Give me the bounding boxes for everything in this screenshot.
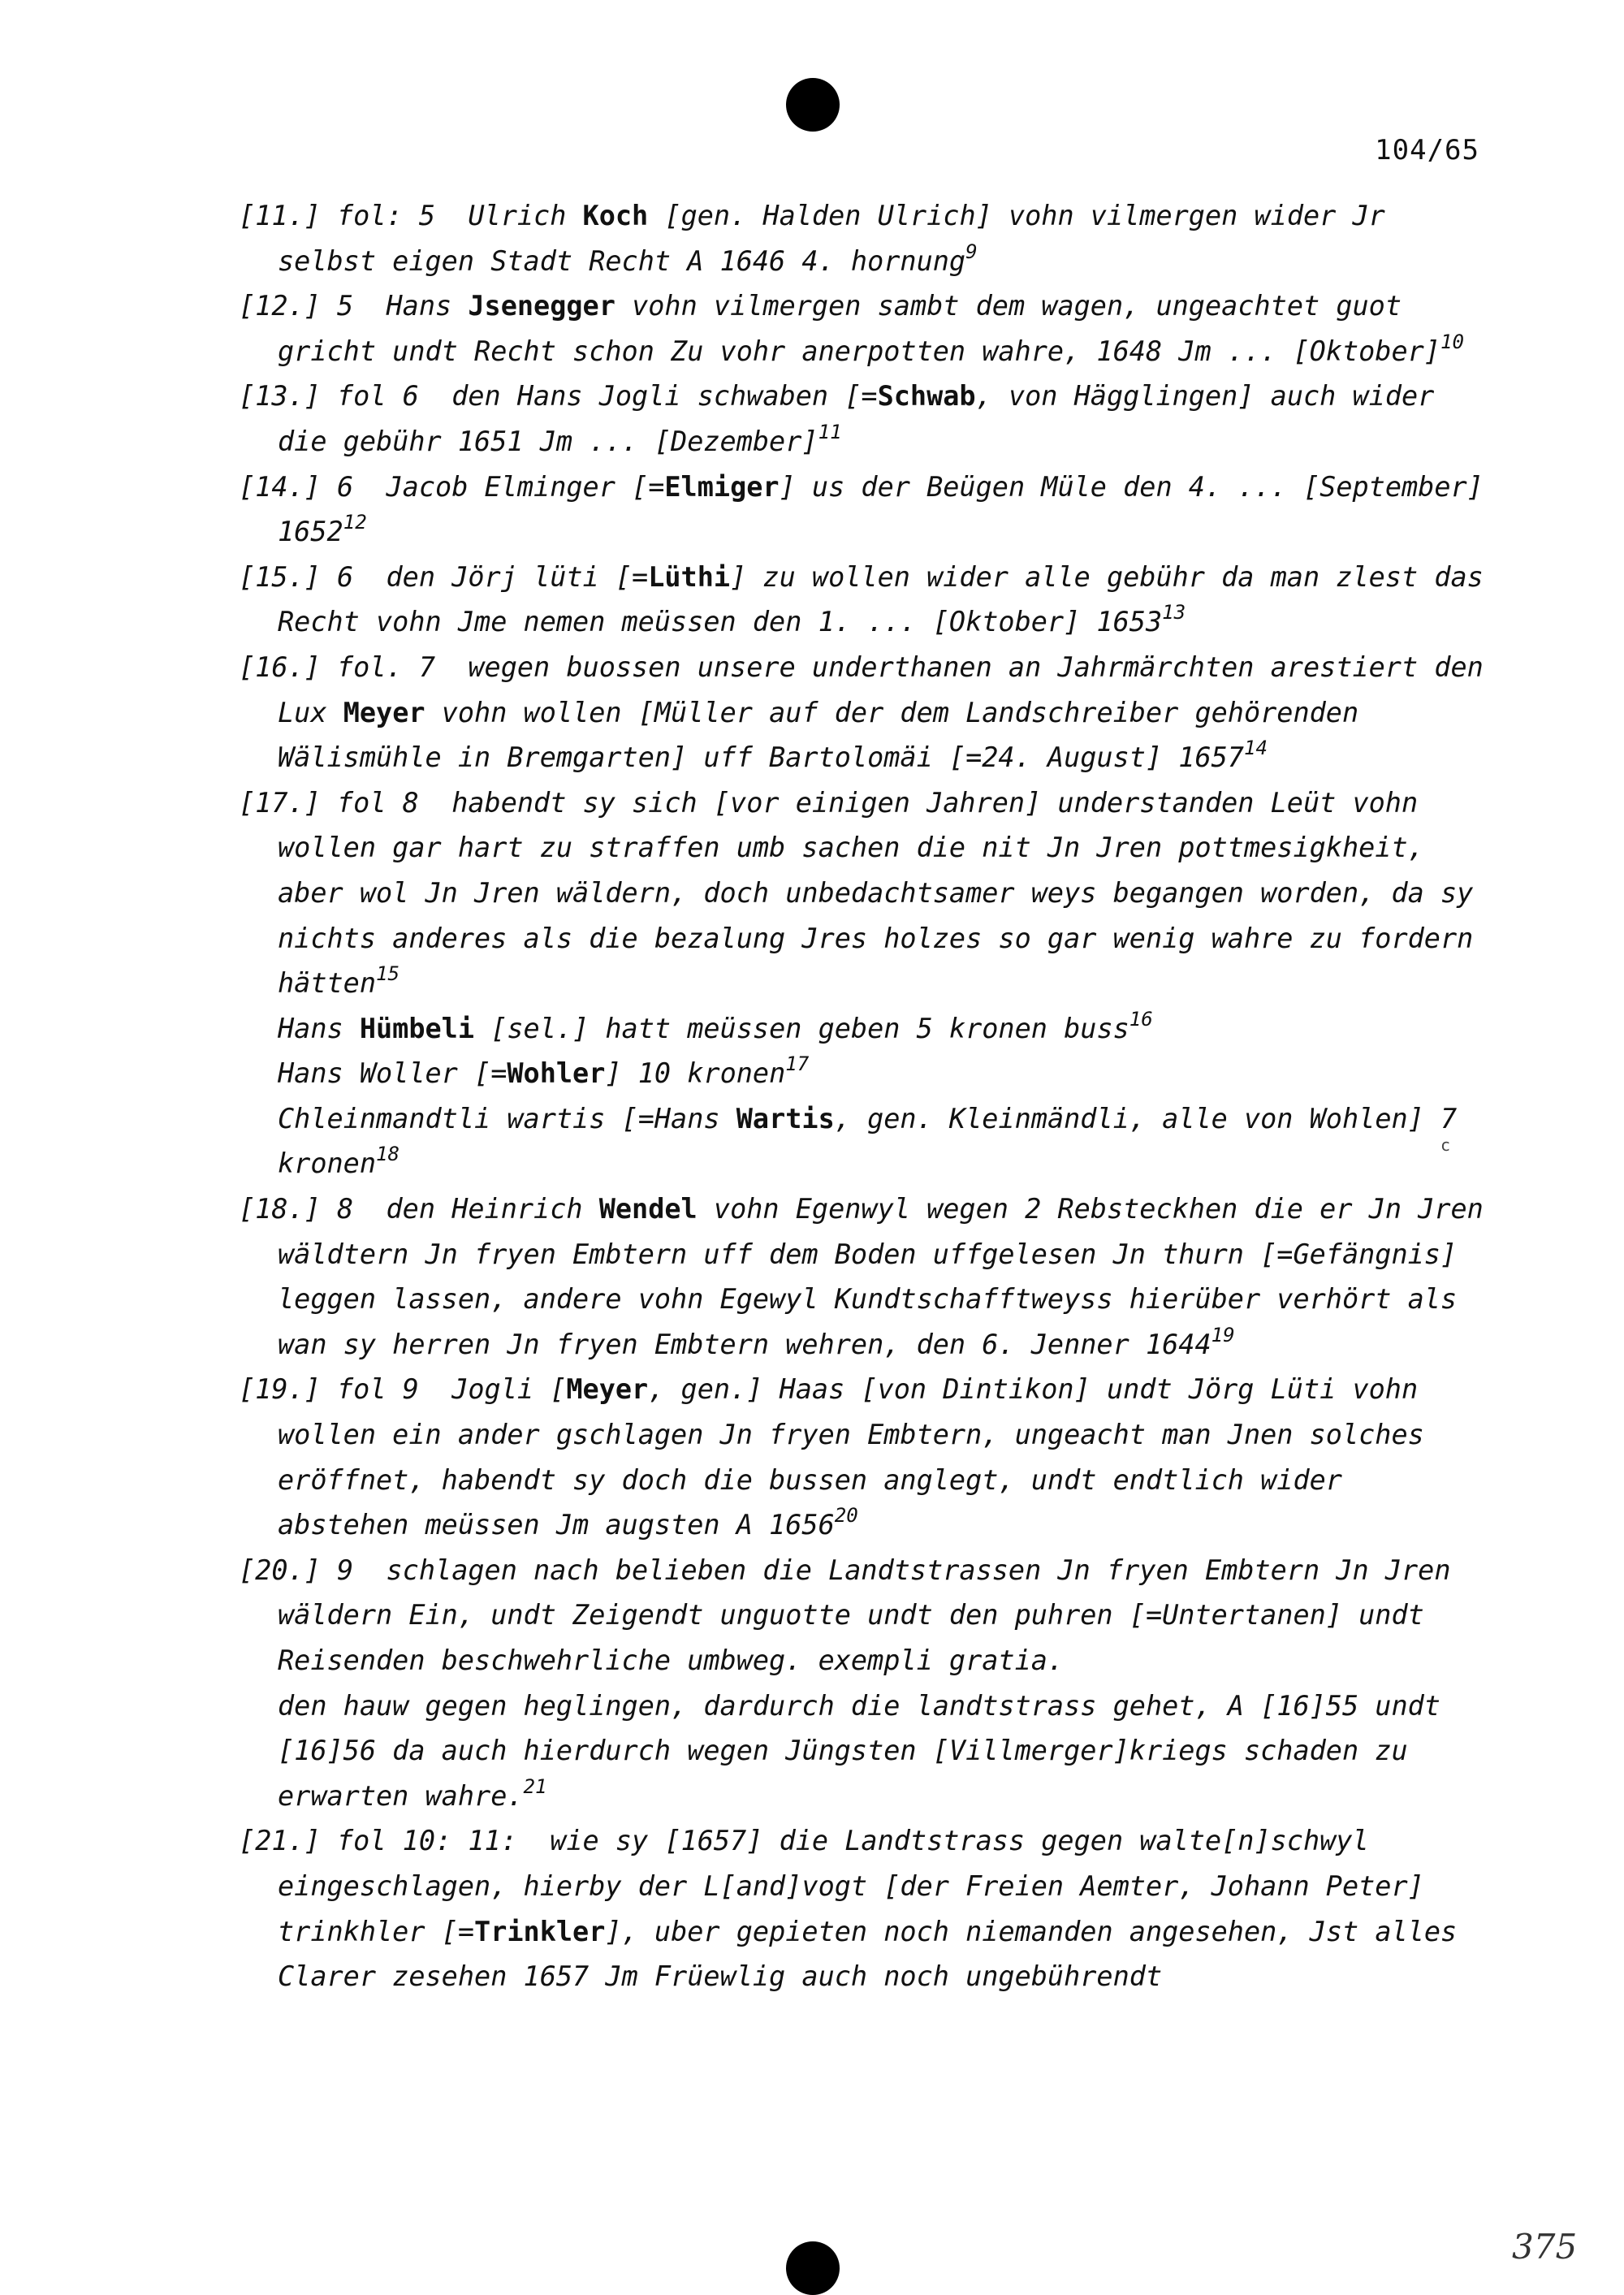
sub-entry bbox=[239, 1096, 1489, 1186]
footnote-ref: 20 bbox=[834, 1504, 858, 1528]
entry-text: vohn vilmergen sambt dem wagen, ungeachtet guot gricht undt Recht schon Zu vohr anerpotten wahre, 1648 Jm ... [Oktober] bbox=[278, 290, 1440, 367]
bold-name: Wohler bbox=[507, 1057, 606, 1090]
register-entry bbox=[239, 1186, 1501, 1367]
entry-text: [20.] 9 schlagen nach belieben die Landtstrassen Jn fryen Embtern Jn Jren wäldern Ein, undt Zeigendt unguotte undt den puhren [=Untertanen] undt Reisenden beschwehrliche umbweg. exempli gratia. bbox=[239, 1554, 1467, 1676]
punch-hole-top bbox=[786, 78, 840, 132]
entry-text: [16.] fol. 7 wegen buossen unsere underthanen an Jahrmärchten arestiert den Lux bbox=[239, 650, 1500, 728]
bold-name: Meyer bbox=[566, 1373, 649, 1406]
footnote-ref: 9 bbox=[965, 240, 978, 263]
register-entry bbox=[239, 1818, 1489, 1999]
bold-name: Jsenegger bbox=[468, 290, 615, 322]
register-entry bbox=[239, 1548, 1489, 1683]
footnote-ref: 21 bbox=[523, 1774, 547, 1798]
footnote-ref: 11 bbox=[818, 421, 842, 444]
entry-text: , von Hägglingen] auch wider die gebühr 1651 Jm ... [Dezember] bbox=[278, 380, 1451, 457]
bold-name: Meyer bbox=[343, 696, 425, 728]
bold-name: Wendel bbox=[598, 1193, 698, 1225]
entry-text: [11.] fol: 5 Ulrich bbox=[239, 200, 583, 231]
entry-text: den hauw gegen heglingen, dardurch die landtstrass gehet, A [16]55 undt [16]56 da auch hierdurch wegen Jüngsten [Villmerger]kriegs schaden zu erwarten wahre. bbox=[278, 1689, 1458, 1812]
entry-text: [14.] 6 Jacob Elminger [= bbox=[239, 470, 665, 503]
footnote-ref: 13 bbox=[1162, 601, 1186, 625]
entry-text: [21.] fol 10: 11: wie sy [1657] die Landtstrass gegen walte[n]schwyl eingeschlagen, hierby der L[and]vogt [der Freien Aemter, Johann Peter] trinkhler [= bbox=[239, 1825, 1440, 1947]
bold-name: Lüthi bbox=[648, 560, 731, 593]
entry-text: Hans bbox=[278, 1012, 360, 1044]
entry-text: Hans Woller [= bbox=[278, 1057, 508, 1090]
entry-text: , gen.] Haas [von Dintikon] undt Jörg Lüti vohn wollen ein ander gschlagen Jn fryen Embtern, ungeacht man Jnen solches eröffnet, habendt sy doch die bussen anglegt, undt endtlich wider abstehen meüssen Jm augsten A 1656 bbox=[278, 1373, 1440, 1541]
entry-text: [sel.] hatt meüssen geben 5 kronen buss bbox=[474, 1012, 1129, 1044]
bold-name: Hümbeli bbox=[359, 1012, 475, 1044]
sub-entry bbox=[239, 1051, 1489, 1096]
entry-text: [17.] fol 8 habendt sy sich [vor einigen Jahren] understanden Leüt vohn wollen gar hart zu straffen umb sachen die nit Jn Jren pottmesigkheit, aber wol Jn Jren wäldern, doch unbedachtsamer weys begangen worden, da sy nichts anderes als die bezalung Jres holzes so gar wenig wahre zu fordern hätten bbox=[239, 786, 1490, 1000]
register-entry bbox=[239, 374, 1489, 464]
bold-name: Wartis bbox=[736, 1102, 835, 1135]
handwritten-page-mark: 375 bbox=[1512, 2227, 1578, 2267]
register-entry bbox=[239, 193, 1489, 283]
entry-text: ] 10 kronen bbox=[605, 1057, 786, 1090]
footnote-ref: 10 bbox=[1440, 330, 1465, 353]
register-entry bbox=[239, 1367, 1489, 1547]
entry-text: vohn wollen [Müller auf der dem Landschreiber gehörenden Wälismühle in Bremgarten] uff Bartolomäi [=24. August] 1657 bbox=[278, 696, 1376, 774]
document-body bbox=[239, 193, 1501, 1999]
bold-name: Elmiger bbox=[664, 470, 780, 503]
footnote-ref: 19 bbox=[1211, 1323, 1235, 1346]
footnote-ref: 12 bbox=[343, 511, 367, 534]
footnote-ref: 18 bbox=[376, 1143, 400, 1166]
entry-text: vohn Egenwyl wegen 2 Rebsteckhen die er Jn Jren wäldtern Jn fryen Embtern uff dem Boden uffgelesen Jn thurn [=Gefängnis] leggen lassen, andere vohn Egewyl Kundtschafftweyss hierüber verhört als wan sy herren Jn fryen Embtern wehren, den 6. Jenner 1644 bbox=[278, 1193, 1501, 1360]
bold-name: Trinkler bbox=[474, 1915, 606, 1947]
entry-text: , gen. Kleinmändli, alle von Wohlen] 7 kronen bbox=[278, 1102, 1474, 1180]
register-entry bbox=[239, 465, 1501, 555]
margin-tick-mark: c bbox=[1440, 1135, 1451, 1155]
entry-text: [gen. Halden Ulrich] vohn vilmergen wider Jr selbst eigen Stadt Recht A 1646 4. hornung bbox=[278, 200, 1402, 277]
page-number: 104/65 bbox=[1375, 134, 1479, 166]
footnote-ref: 17 bbox=[785, 1052, 810, 1076]
entry-text: ], uber gepieten noch niemanden angesehen, Jst alles Clarer zesehen 1657 Jm Früewlig auch noch ungebührendt bbox=[278, 1915, 1474, 1993]
footnote-ref: 15 bbox=[376, 962, 400, 986]
punch-hole-bottom bbox=[786, 2241, 840, 2295]
register-entry bbox=[239, 555, 1500, 645]
entry-text: [12.] 5 Hans bbox=[239, 290, 469, 322]
bold-name: Koch bbox=[582, 200, 649, 231]
entry-text: ] us der Beügen Müle den 4. ... [September] 1652 bbox=[278, 470, 1501, 548]
sub-entry bbox=[239, 1683, 1489, 1819]
register-entry bbox=[239, 645, 1500, 780]
bold-name: Schwab bbox=[877, 380, 976, 413]
footnote-ref: 14 bbox=[1243, 737, 1268, 760]
footnote-ref: 16 bbox=[1129, 1007, 1153, 1031]
entry-text: [18.] 8 den Heinrich bbox=[239, 1193, 599, 1225]
entry-text: ] zu wollen wider alle gebühr da man zlest das Recht vohn Jme nemen meüssen den 1. ... [Oktober] 1653 bbox=[278, 560, 1500, 638]
entry-text: [19.] fol 9 Jogli [ bbox=[239, 1373, 567, 1406]
entry-text: Chleinmandtli wartis [=Hans bbox=[278, 1102, 736, 1135]
register-entry bbox=[239, 283, 1489, 374]
entry-text: [15.] 6 den Jörj lüti [= bbox=[239, 560, 649, 593]
register-entry bbox=[239, 780, 1489, 1006]
entry-text: [13.] fol 6 den Hans Jogli schwaben [= bbox=[239, 380, 878, 413]
sub-entry bbox=[239, 1006, 1489, 1052]
